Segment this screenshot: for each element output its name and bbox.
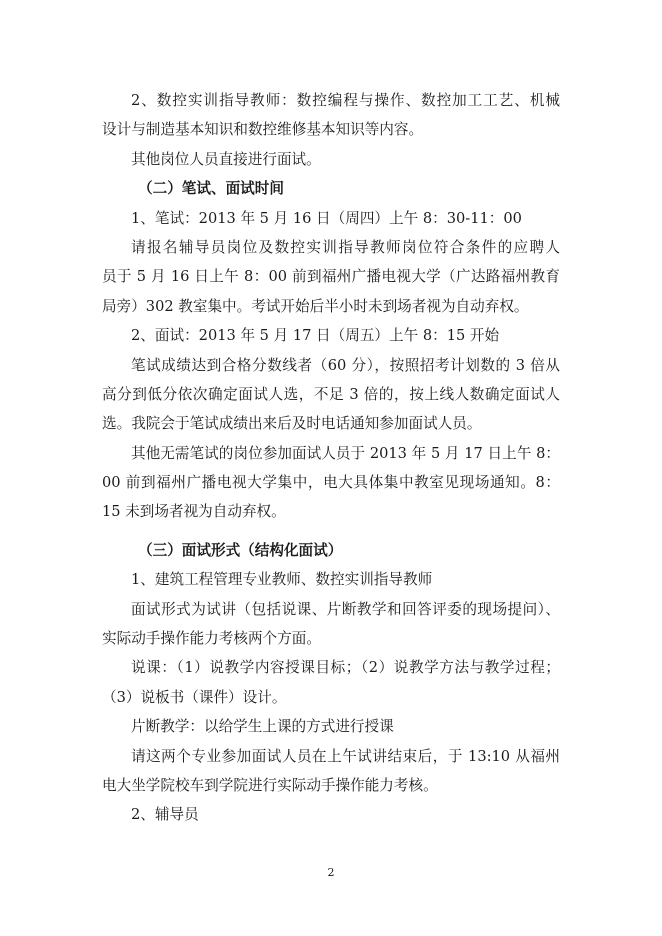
section-heading: （三）面试形式（结构化面试） [138, 541, 343, 559]
text-line: 2、数控实训指导教师：数控编程与操作、数控加工工艺、机械 [131, 92, 560, 109]
text-line: 请这两个专业参加面试人员在上午试讲结束后，于 13:10 从福州 [131, 747, 560, 765]
text-line: 请报名辅导员岗位及数控实训指导教师岗位符合条件的应聘人 [131, 238, 560, 256]
text-line: 局旁）302 教室集中。考试开始后半小时未到场者视为自动弃权。 [102, 297, 529, 315]
text-line: 笔试成绩达到合格分数线者（60 分），按照招考计划数的 3 倍从 [131, 356, 560, 374]
text-line: 高分到低分依次确定面试人选，不足 3 倍的，按上线人数确定面试人 [102, 385, 560, 403]
text-line: 00 前到福州广播电视大学集中，电大具体集中教室见现场通知。8： [102, 474, 560, 492]
document-body [102, 86, 560, 830]
text-line: 2、面试：2013 年 5 月 17 日（周五）上午 8：15 开始 [131, 327, 500, 345]
text-line: 设计与制造基本知识和数控维修基本知识等内容。 [102, 121, 424, 139]
text-line: 片断教学：以给学生上课的方式进行授课 [131, 718, 394, 736]
text-line: 说课：（1）说教学内容授课目标；（2）说教学方法与教学过程； [131, 659, 560, 677]
text-line: 2、辅导员 [131, 806, 199, 824]
text-line: 1、笔试：2013 年 5 月 16 日（周四）上午 8：30-11：00 [131, 209, 522, 227]
text-line: 其他岗位人员直接进行面试。 [131, 150, 321, 168]
text-line: （3）说板书（课件）设计。 [102, 688, 287, 706]
section-heading: （二）笔试、面试时间 [138, 180, 284, 198]
text-line: 电大坐学院校车到学院进行实际动手操作能力考核。 [102, 776, 438, 794]
text-line: 员于 5 月 16 日上午 8：00 前到福州广播电视大学（广达路福州教育 [102, 268, 560, 286]
page-number: 2 [327, 866, 335, 879]
text-line: 其他无需笔试的岗位参加面试人员于 2013 年 5 月 17 日上午 8： [131, 444, 560, 462]
text-line: 15 未到场者视为自动弃权。 [102, 503, 286, 521]
text-line: 选。我院会于笔试成绩出来后及时电话通知参加面试人员。 [102, 415, 482, 433]
text-line: 面试形式为试讲（包括说课、片断教学和回答评委的现场提问）、 [131, 600, 560, 618]
text-line: 实际动手操作能力考核两个方面。 [102, 630, 321, 648]
text-line: 1、建筑工程管理专业教师、数控实训指导教师 [131, 571, 433, 589]
